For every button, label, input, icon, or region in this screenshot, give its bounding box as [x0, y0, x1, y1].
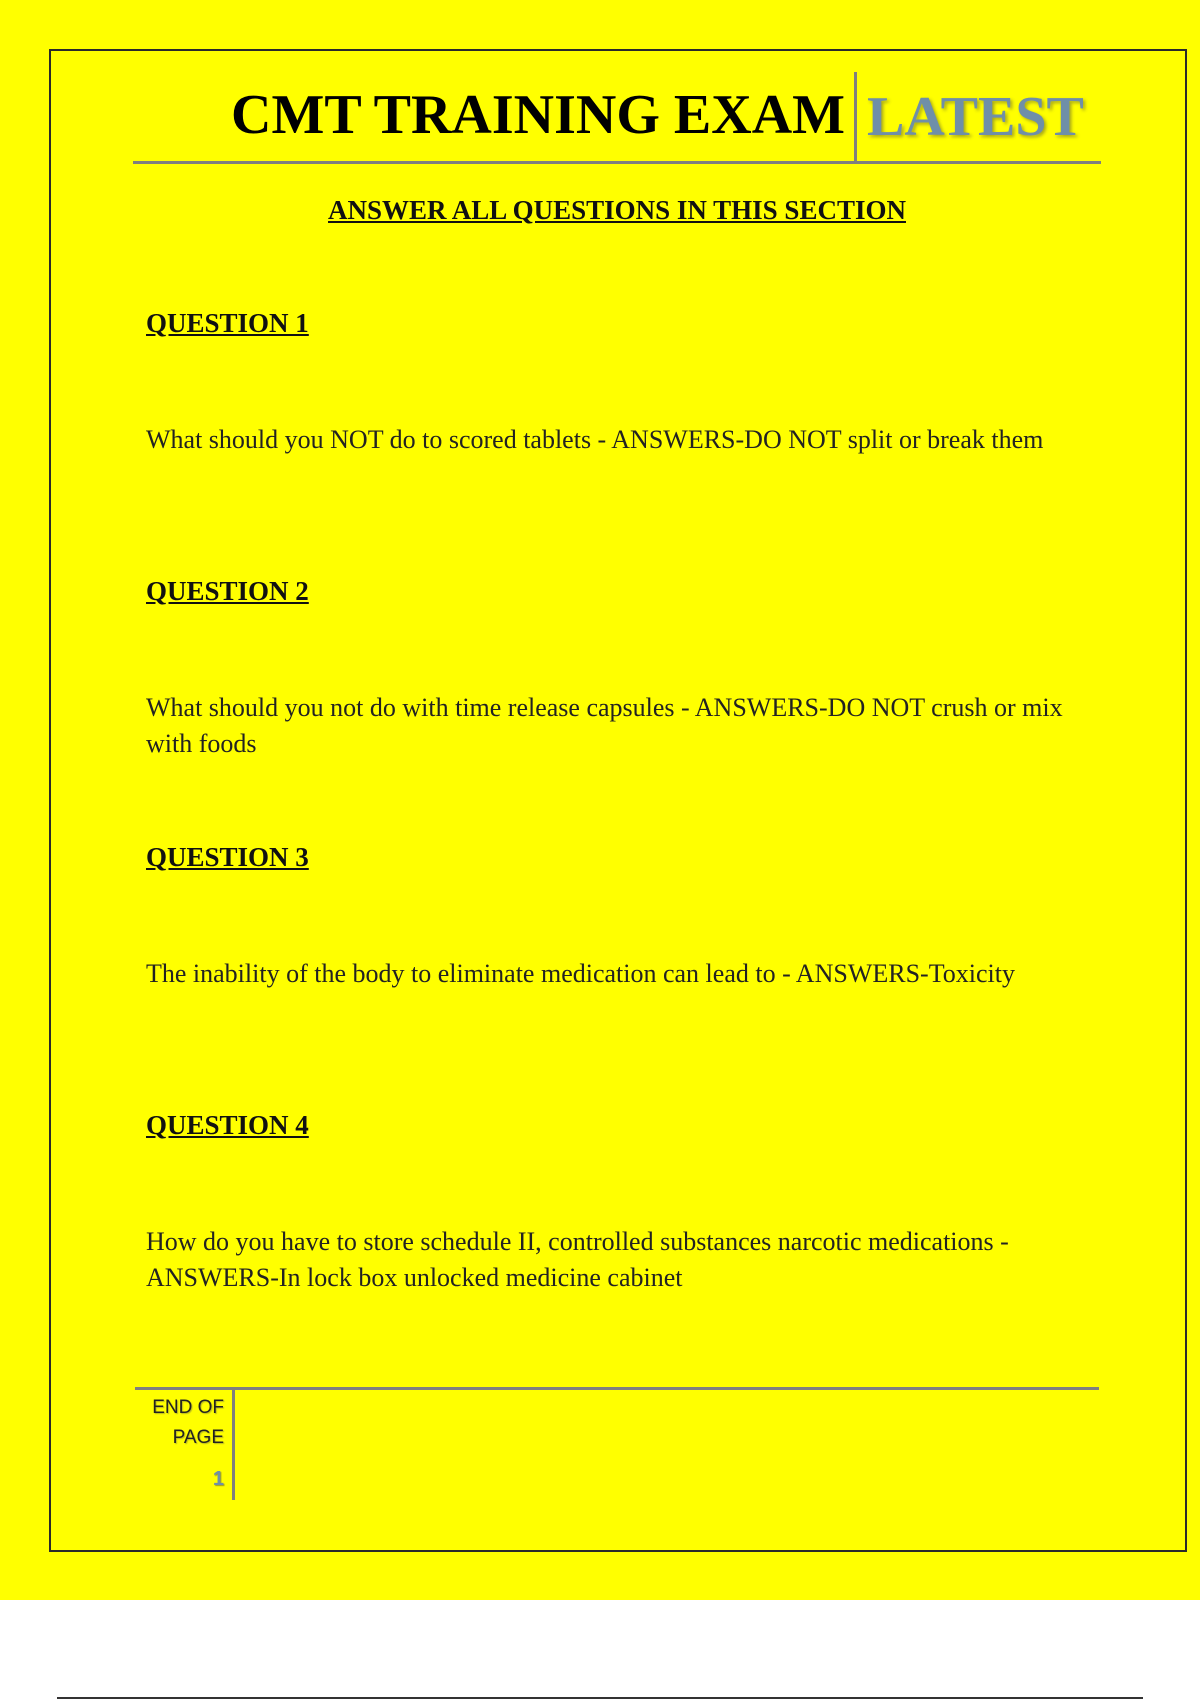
- bottom-rule: [57, 1697, 1143, 1699]
- footer-page-number: 1: [212, 1468, 224, 1490]
- footer-divider: [232, 1390, 235, 1500]
- document-header: [133, 72, 1101, 164]
- page-border: [49, 49, 1187, 1552]
- section-instruction: ANSWER ALL QUESTIONS IN THIS SECTION: [328, 195, 906, 225]
- question-label: QUESTION 2: [146, 576, 309, 606]
- document-title-accent: LATEST: [867, 86, 1084, 148]
- question-block-1: [146, 306, 1090, 458]
- title-divider: [854, 72, 857, 161]
- question-label: QUESTION 4: [146, 1110, 309, 1140]
- question-block-4: [146, 1108, 1090, 1296]
- question-block-3: [146, 840, 1090, 992]
- footer-rule: [135, 1387, 1099, 1390]
- question-text: What should you not do with time release capsules - ANSWERS-DO NOT crush or mix with foods: [146, 693, 1063, 758]
- question-text: How do you have to store schedule II, controlled substances narcotic medications - ANSWERS-In lock box unlocked medicine cabinet: [146, 1227, 1009, 1292]
- footer-end-of-page-label: [140, 1393, 224, 1453]
- question-block-2: [146, 574, 1090, 762]
- footer-label-line2: PAGE: [172, 1427, 224, 1448]
- document-title: CMT TRAINING EXAM: [231, 84, 845, 146]
- footer-label-line1: END OF: [152, 1397, 224, 1418]
- question-text: The inability of the body to eliminate medication can lead to - ANSWERS-Toxicity: [146, 959, 1015, 988]
- question-label: QUESTION 3: [146, 842, 309, 872]
- question-label: QUESTION 1: [146, 308, 309, 338]
- question-text: What should you NOT do to scored tablets - ANSWERS-DO NOT split or break them: [146, 425, 1044, 454]
